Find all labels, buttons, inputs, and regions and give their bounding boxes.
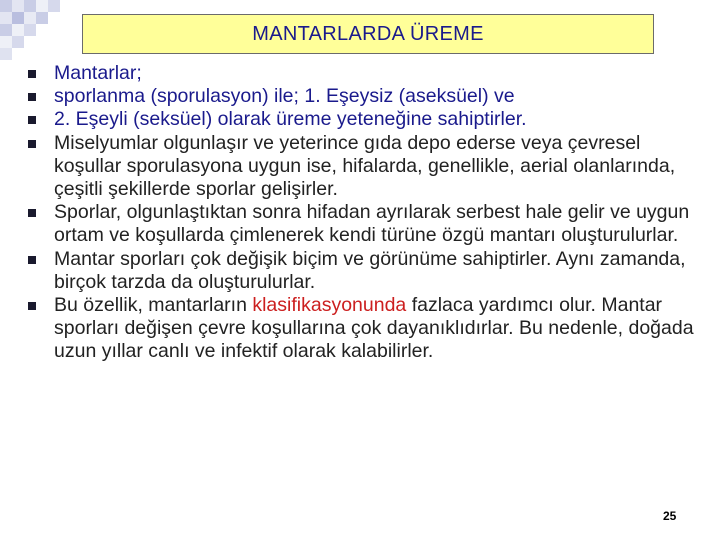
- square-bullet-icon: [28, 302, 36, 310]
- square-bullet-icon: [28, 140, 36, 148]
- bullet-text: Sporlar, olgunlaştıktan sonra hifadan ayrılarak serbest hale gelir ve uygun ortam ve koşullarda çimlenerek kendi türüne özgü mantarı oluşturulurlar.: [54, 201, 690, 247]
- bullet-text: Mantarlar;: [54, 62, 142, 84]
- corner-decoration: [0, 0, 90, 60]
- bullet-item: [28, 108, 708, 131]
- bullet-item: [28, 62, 708, 85]
- bullet-text: Bu özellik, mantarların: [54, 294, 253, 317]
- bullet-item: [28, 85, 708, 108]
- bullet-text-continued: fazlaca yardımcı olur. Mantar sporları değişen çevre koşullarına çok dayanıklıdırlar. Bu nedenle, doğada uzun yıllar canlı ve infektif olarak kalabilirler.: [54, 294, 694, 363]
- slide-title: MANTARLARDA ÜREME: [252, 22, 484, 45]
- title-box: [82, 14, 654, 54]
- bullet-item: [28, 294, 708, 364]
- bullet-text: 2. Eşeyli (seksüel) olarak üreme yeteneğine sahiptirler.: [54, 108, 527, 131]
- page-number: 25: [663, 509, 677, 523]
- square-bullet-icon: [28, 93, 36, 101]
- bullet-list: [28, 62, 708, 364]
- square-bullet-icon: [28, 116, 36, 124]
- square-bullet-icon: [28, 256, 36, 264]
- square-bullet-icon: [28, 70, 36, 78]
- bullet-item: [28, 132, 708, 202]
- bullet-text: Miselyumlar olgunlaşır ve yeterince gıda depo ederse veya çevresel koşullar sporulasyona uygun ise, hifalarda, genellikle, aerial olanlarında, çeşitli şekillerde sporlar gelişirler.: [54, 131, 676, 201]
- square-bullet-icon: [28, 209, 36, 217]
- highlighted-term: klasifikasyonunda: [252, 294, 407, 317]
- bullet-text: sporlanma (sporulasyon) ile; 1. Eşeysiz (aseksüel) ve: [54, 85, 515, 108]
- bullet-item: [28, 201, 708, 247]
- bullet-item: [28, 248, 708, 294]
- bullet-text: Mantar sporları çok değişik biçim ve görünüme sahiptirler. Aynı zamanda, birçok tarzda da oluşturulurlar.: [54, 247, 686, 293]
